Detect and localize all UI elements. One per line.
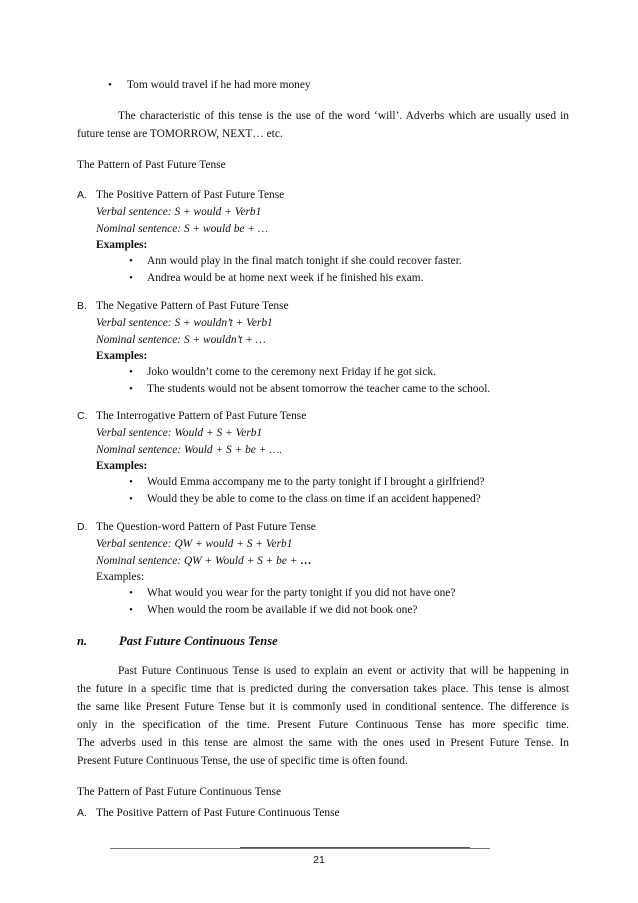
section-b-letter: B. <box>77 301 87 312</box>
char-para-line-2: future tense are TOMORROW, NEXT… etc. <box>77 128 283 140</box>
section-c-examples-label: Examples: <box>96 460 148 472</box>
heading-letter: n. <box>77 634 88 648</box>
section-c-example-1: Would Emma accompany me to the party tonight if I brought a girlfriend? <box>147 476 485 488</box>
bullet-glyph: • <box>129 272 133 284</box>
bullet-glyph: • <box>129 255 133 267</box>
section-d-nominal-text: Nominal sentence: QW + Would + S + be + <box>96 555 301 567</box>
continuous-para-line-2: the future in a specific time that is predicted during the conversation takes place. This tense is almost <box>77 683 569 695</box>
section-c-title: The Interrogative Pattern of Past Future Tense <box>96 410 307 422</box>
continuous-para-line-4: only in the specification of the time. Present Future Continuous Tense has more specific time. <box>77 719 569 731</box>
heading-title: Past Future Continuous Tense <box>119 634 278 648</box>
section-c-example-2: Would they be able to come to the class on time if an accident happened? <box>147 493 481 505</box>
section-c-letter: C. <box>77 411 88 422</box>
section-d-examples-label: Examples: <box>96 571 145 583</box>
section-b-nominal: Nominal sentence: S + wouldn’t + … <box>96 334 266 346</box>
continuous-section-a-title: The Positive Pattern of Past Future Continuous Tense <box>96 807 340 819</box>
section-a-verbal: Verbal sentence: S + would + Verb1 <box>96 206 262 218</box>
bullet-glyph: • <box>129 476 133 488</box>
section-d-letter: D. <box>77 522 88 533</box>
section-a-examples-label: Examples: <box>96 239 148 251</box>
section-b-example-1: Joko wouldn’t come to the ceremony next Friday if he got sick. <box>147 366 436 378</box>
bullet-glyph: • <box>129 604 133 616</box>
bullet-glyph: • <box>129 366 133 378</box>
bullet-glyph: • <box>129 383 133 395</box>
continuous-para-line-6: Present Future Continuous Tense, the use of specific time is often found. <box>77 755 408 767</box>
pattern-title: The Pattern of Past Future Tense <box>77 159 226 171</box>
section-c-verbal: Verbal sentence: Would + S + Verb1 <box>96 427 263 439</box>
section-b-example-2: The students would not be absent tomorrow the teacher came to the school. <box>147 383 491 395</box>
continuous-pattern-title: The Pattern of Past Future Continuous Tense <box>77 786 282 798</box>
intro-bullet-text: Tom would travel if he had more money <box>127 79 311 91</box>
section-d-nominal-ellipsis: … <box>300 555 312 567</box>
section-d-verbal: Verbal sentence: QW + would + S + Verb1 <box>96 538 293 550</box>
continuous-section-a-letter: A. <box>77 808 87 819</box>
footer-rule <box>110 848 490 849</box>
continuous-para-line-3: the same like Present Future Tense but it is commonly used in conditional sentence. The difference is <box>77 701 569 713</box>
section-c-nominal: Nominal sentence: Would + S + be + …. <box>96 444 283 456</box>
section-a-title: The Positive Pattern of Past Future Tense <box>96 189 285 201</box>
bullet-glyph: • <box>129 587 133 599</box>
continuous-para-line-1: Past Future Continuous Tense is used to explain an event or activity that will be happening in <box>118 665 569 677</box>
bullet-glyph: • <box>129 493 133 505</box>
continuous-para-line-5: The adverbs used in this tense are almost the same with the ones used in Present Future Tense. In <box>77 737 569 749</box>
bullet-glyph: • <box>108 79 112 91</box>
section-a-example-2: Andrea would be at home next week if he finished his exam. <box>147 272 424 284</box>
section-b-verbal: Verbal sentence: S + wouldn’t + Verb1 <box>96 317 273 329</box>
section-b-examples-label: Examples: <box>96 350 148 362</box>
section-d-example-2: When would the room be available if we did not book one? <box>147 604 418 616</box>
section-a-example-1: Ann would play in the final match tonight if she could recover faster. <box>147 255 462 267</box>
footer-rule-accent <box>240 847 470 848</box>
page-number: 21 <box>313 854 325 866</box>
section-a-nominal: Nominal sentence: S + would be + … <box>96 223 268 235</box>
section-b-title: The Negative Pattern of Past Future Tense <box>96 300 289 312</box>
section-d-title: The Question-word Pattern of Past Future Tense <box>96 521 316 533</box>
section-d-nominal <box>96 555 312 567</box>
char-para-line-1: The characteristic of this tense is the use of the word ‘will’. Adverbs which are usually used in <box>118 110 569 122</box>
section-a-letter: A. <box>77 190 87 201</box>
section-d-example-1: What would you wear for the party tonight if you did not have one? <box>147 587 456 599</box>
